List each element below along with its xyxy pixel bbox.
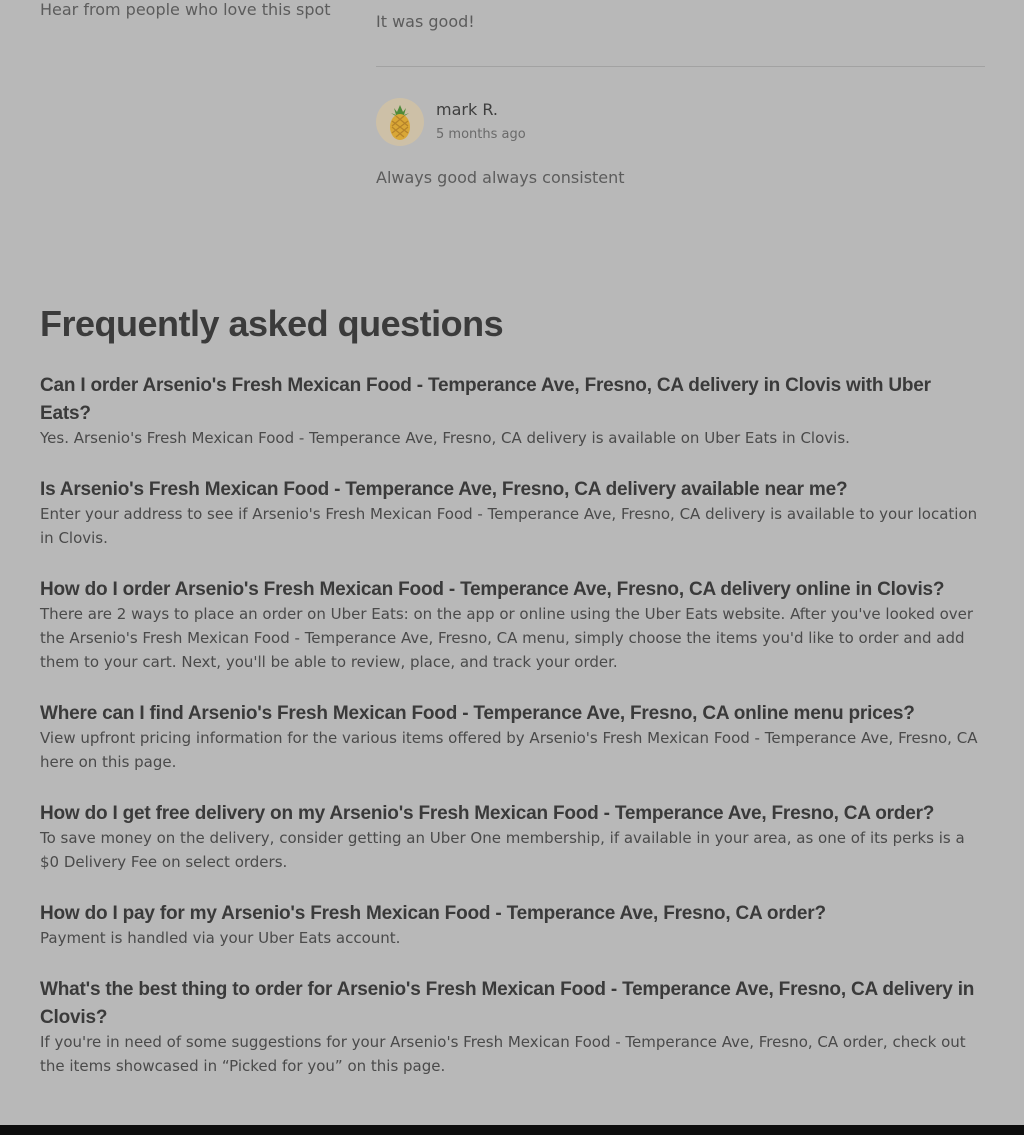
faq-question: Where can I find Arsenio's Fresh Mexican Food - Temperance Ave, Fresno, CA online menu prices? [40,703,915,724]
faq-item [40,700,985,774]
faq-answer: To save money on the delivery, consider getting an Uber One membership, if available in your area, as one of its perks is a $0 Delivery Fee on select orders. [40,829,965,871]
faq-title: Frequently asked questions [40,303,504,344]
faq-item [40,900,985,950]
faq-question: How do I pay for my Arsenio's Fresh Mexican Food - Temperance Ave, Fresno, CA order? [40,903,826,924]
faq-section [40,300,985,1104]
reviews-subtitle: Hear from people who love this spot [40,0,331,19]
footer-bar [0,1125,1024,1135]
faq-item [40,372,985,450]
faq-question: Can I order Arsenio's Fresh Mexican Food - Temperance Ave, Fresno, CA delivery in Clovis with Uber Eats? [40,375,931,424]
faq-answer: There are 2 ways to place an order on Uber Eats: on the app or online using the Uber Eats website. After you've looked over the Arsenio's Fresh Mexican Food - Temperance Ave, Fresno, CA menu, simply choose the items you'd like to order and add them to your cart. Next, you'll be able to review, place, and track your order. [40,605,974,671]
faq-answer: Payment is handled via your Uber Eats account. [40,929,401,947]
faq-answer: Enter your address to see if Arsenio's Fresh Mexican Food - Temperance Ave, Fresno, CA delivery is available to your location in Clovis. [40,505,978,547]
faq-answer: View upfront pricing information for the various items offered by Arsenio's Fresh Mexican Food - Temperance Ave, Fresno, CA here on this page. [40,729,978,771]
faq-item [40,576,985,674]
reviewer-avatar [376,98,424,146]
reviewer-name: mark R. [436,100,498,119]
review-date: 5 months ago [436,127,526,142]
faq-question: What's the best thing to order for Arsenio's Fresh Mexican Food - Temperance Ave, Fresno, CA delivery in Clovis? [40,979,975,1028]
faq-item [40,976,985,1078]
faq-answer: Yes. Arsenio's Fresh Mexican Food - Temperance Ave, Fresno, CA delivery is available on Uber Eats in Clovis. [40,429,850,447]
faq-question: How do I order Arsenio's Fresh Mexican Food - Temperance Ave, Fresno, CA delivery online in Clovis? [40,579,945,600]
review-text: Always good always consistent [376,168,625,187]
faq-question: Is Arsenio's Fresh Mexican Food - Temperance Ave, Fresno, CA delivery available near me? [40,479,848,500]
review-text: It was good! [376,12,475,31]
faq-question: How do I get free delivery on my Arsenio's Fresh Mexican Food - Temperance Ave, Fresno, CA order? [40,803,935,824]
faq-item [40,476,985,550]
faq-list [40,372,985,1078]
review-divider [376,66,985,67]
pineapple-icon [376,98,424,146]
faq-item [40,800,985,874]
faq-answer: If you're in need of some suggestions for your Arsenio's Fresh Mexican Food - Temperance Ave, Fresno, CA order, check out the items showcased in “Picked for you” on this page. [40,1033,966,1075]
